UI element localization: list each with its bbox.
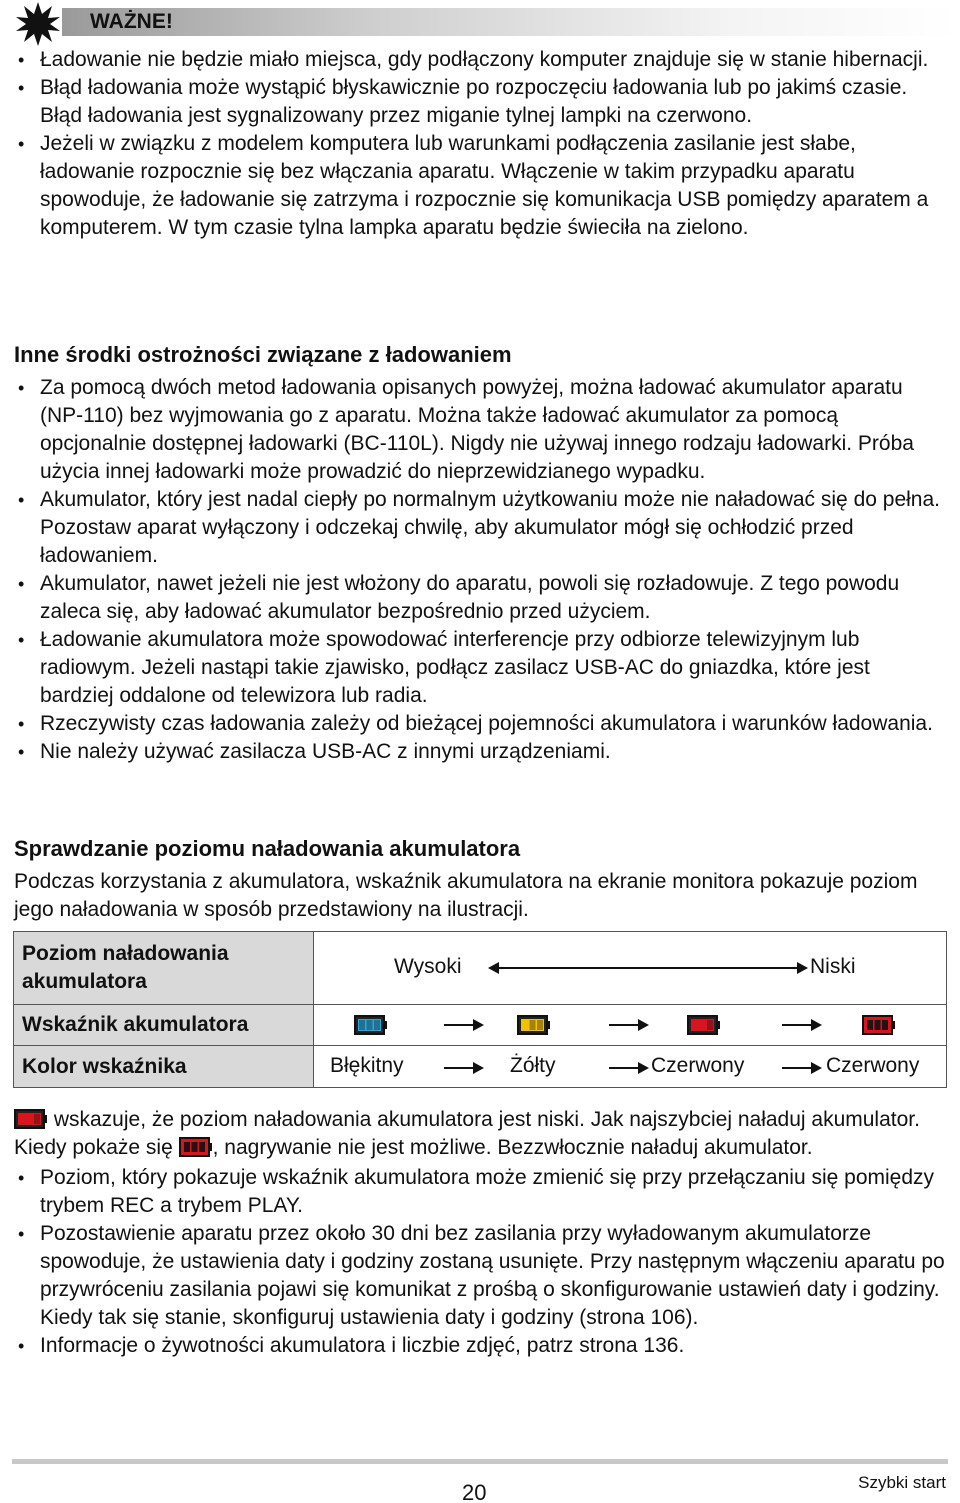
battery-low-icon [14,1109,48,1129]
color-label-red: Czerwony [826,1054,920,1077]
level-low-label: Niski [810,955,856,978]
warning-header-bar [62,8,958,36]
battery-check-intro: Podczas korzystania z akumulatora, wskaźnik akumulatora na ekranie monitora pokazuje poziom jego naładowania w sposób przedstawiony na ilustracji. [14,870,918,921]
battery-low-icon [687,1015,721,1035]
empty-battery-note: Kiedy pokaże się , nagrywanie nie jest możliwe. Bezzwłocznie naładuj akumulator. [14,1136,813,1159]
battery-bullet: • Pozostawienie aparatu przez około 30 dni bez zasilania przy wyładowanym akumulatorze spowoduje, że ustawienia daty i godziny zostaną usunięte. Przy następnym włączeniu aparatu po przywróceniu zasilania pojawi się komunikat z prośbą o skonfigurowanie ustawień daty i godziny. Kiedy tak się stanie, skonfiguruj ustawienia daty i godziny (strona 106). [14,1220,946,1332]
battery-empty-icon [179,1137,213,1157]
precaution-bullet: • Akumulator, który jest nadal ciepły po normalnym użytkowaniu może nie naładować się do pełna. Pozostaw aparat wyłączony i odczekaj chwilę, aby akumulator mógł się ochłodzić przed ładowaniem. [14,486,946,570]
page-number: 20 [462,1480,487,1503]
low-battery-notes [14,1106,946,1360]
warning-title: WAŻNE! [90,10,173,33]
low-battery-note: wskazuje, że poziom naładowania akumulatora jest niski. Jak najszybciej naładuj akumulator. [14,1106,946,1134]
arrow-right-icon [609,1067,647,1069]
warning-bullet: • Błąd ładowania może wystąpić błyskawicznie po rozpoczęciu ładowania lub po jakimś czasie. Błąd ładowania jest sygnalizowany przez miganie tylnej lampki na czerwono. [14,74,946,130]
table-header-color: Kolor wskaźnika [14,1046,314,1088]
table-header-level: Poziom naładowania akumulatora [14,932,314,1005]
precautions-list [14,374,946,766]
battery-bullet: • Informacje o żywotności akumulatora i liczbie zdjęć, patrz strona 136. [14,1332,946,1360]
precaution-bullet: • Ładowanie akumulatora może spowodować interferencje przy odbiorze telewizyjnym lub radiowym. Jeżeli nastąpi takie zjawisko, podłącz zasilacz USB-AC do gniazdka, które jest bardziej oddalone od telewizora lub radia. [14,626,946,710]
battery-level-table [13,931,947,1088]
warning-bullet: • Jeżeli w związku z modelem komputera lub warunkami podłączenia zasilanie jest słabe, ładowanie rozpocznie się bez włączania aparatu. Włączenie w takim przypadku aparatu spowoduje, że ładowanie się zatrzyma i rozpocznie się komunikacja USB pomiędzy aparatem a komputerem. W tym czasie tylna lampka aparatu będzie świeciła na zielono. [14,130,946,242]
color-label-red: Czerwony [651,1054,745,1077]
table-header-indicator: Wskaźnik akumulatora [14,1005,314,1046]
footer-divider [12,1459,948,1464]
battery-bullet: • Poziom, który pokazuje wskaźnik akumulatora może zmienić się przy przełączaniu się pomiędzy trybem REC a trybem PLAY. [14,1164,946,1220]
precaution-bullet: • Akumulator, nawet jeżeli nie jest włożony do aparatu, powoli się rozładowuje. Z tego powodu zaleca się, aby ładować akumulator bezpośrednio przed użyciem. [14,570,946,626]
arrow-right-icon [782,1024,820,1026]
arrow-right-icon [609,1024,647,1026]
color-label-yellow: Żółty [510,1054,556,1077]
battery-medium-icon [517,1015,551,1035]
color-label-blue: Błękitny [330,1054,404,1077]
battery-check-heading: Sprawdzanie poziomu naładowania akumulatora [14,836,521,861]
warning-header [12,2,958,42]
arrow-right-icon [444,1067,482,1069]
precaution-bullet: • Za pomocą dwóch metod ładowania opisanych powyżej, można ładować akumulator aparatu (NP-110) bez wyjmowania go z aparatu. Można także ładować akumulator za pomocą opcjonalnie dostępnej ładowarki (BC-110L). Nigdy nie używaj innego rodzaju ładowarki. Próba użycia innej ładowarki może prowadzić do nieprzewidzianego wypadku. [14,374,946,486]
battery-full-icon [354,1015,388,1035]
footer-section-label: Szybki start [858,1473,946,1492]
precaution-bullet: • Rzeczywisty czas ładowania zależy od bieżącej pojemności akumulatora i warunków ładowania. [14,710,946,738]
warning-burst-icon [16,2,60,46]
warning-bullet: • Ładowanie nie będzie miało miejsca, gdy podłączony komputer znajduje się w stanie hibernacji. [14,46,946,74]
precautions-heading: Inne środki ostrożności związane z ładowaniem [14,342,512,367]
warning-list [14,46,946,242]
double-arrow-icon [490,967,806,969]
level-high-label: Wysoki [394,955,462,978]
arrow-right-icon [444,1024,482,1026]
arrow-right-icon [782,1067,820,1069]
precaution-bullet: • Nie należy używać zasilacza USB-AC z innymi urządzeniami. [14,738,946,766]
battery-empty-icon [862,1015,896,1035]
